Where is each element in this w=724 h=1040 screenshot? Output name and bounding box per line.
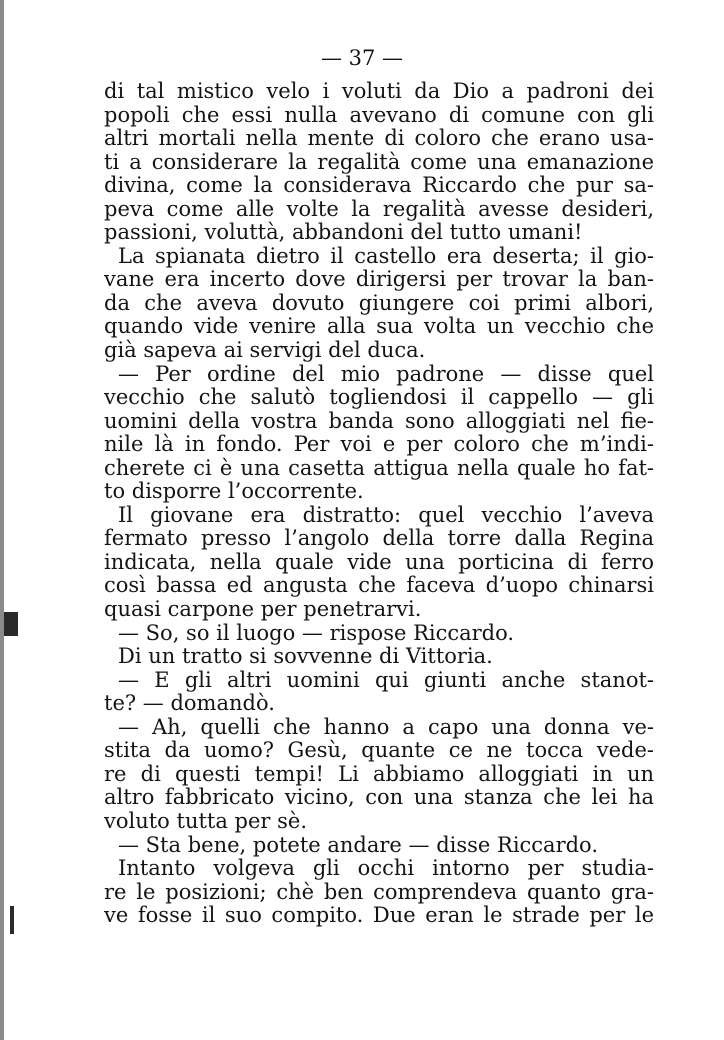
text-line: — Per ordine del mio padrone — disse quel (118, 361, 654, 386)
text-line: già sapeva ai servigi del duca. (104, 338, 426, 363)
text-line: stita da uomo? Gesù, quante ce ne tocca vede- (104, 738, 654, 763)
text-line: ve fosse il suo compito. Due eran le strade per le (104, 903, 654, 928)
text-line: quando vide venire alla sua volta un vecchio che (104, 314, 654, 339)
text-line: — Sta bene, potete andare — disse Riccardo. (118, 832, 599, 857)
text-line: te? — domandò. (104, 691, 275, 716)
text-line: indicata, nella quale vide una porticina di ferro (104, 549, 654, 574)
text-line: Intanto volgeva gli occhi intorno per studia- (118, 856, 654, 881)
text-line: vane era incerto dove dirigersi per trovar la ban- (104, 267, 654, 292)
text-line: quasi carpone per penetrarvi. (104, 597, 422, 622)
text-line: così bassa ed angusta che faceva d’uopo chinarsi (104, 573, 654, 598)
text-line: nile là in fondo. Per voi e per coloro che m’indi- (104, 432, 654, 457)
page-number: — 37 — (320, 46, 404, 70)
body-text (104, 80, 654, 928)
text-line: peva come alle volte la regalità avesse desideri, (104, 196, 654, 221)
text-line: da che aveva dovuto giungere coi primi albori, (104, 290, 654, 315)
text-line: divina, come la considerava Riccardo che pur sa- (104, 173, 654, 198)
text-line: altri mortali nella mente di coloro che erano usa- (104, 126, 654, 151)
binding-mark (10, 906, 14, 934)
text-line: popoli che essi nulla avevano di comune con gli (104, 102, 654, 127)
text-line: voluto tutta per sè. (104, 808, 308, 833)
text-line: passioni, voluttà, abbandoni del tutto umani! (104, 220, 583, 245)
text-line: altro fabbricato vicino, con una stanza che lei ha (104, 785, 654, 810)
text-line: Il giovane era distratto: quel vecchio l’aveva (118, 502, 654, 527)
text-line: — So, so il luogo — rispose Riccardo. (118, 620, 515, 645)
text-line: re le posizioni; chè ben comprendeva quanto gra- (104, 879, 654, 904)
text-line: fermato presso l’angolo della torre dalla Regina (104, 526, 654, 551)
text-line: Di un tratto si sovvenne di Vittoria. (118, 644, 493, 669)
text-line: uomini della vostra banda sono alloggiati nel fie- (104, 408, 654, 433)
text-line: — Ah, quelli che hanno a capo una donna ve- (118, 714, 654, 739)
text-line: cherete ci è una casetta attigua nella quale ho fat- (104, 455, 654, 480)
text-line: di tal mistico velo i voluti da Dio a padroni dei (104, 79, 654, 103)
text-line: re di questi tempi! Li abbiamo alloggiati in un (104, 761, 654, 786)
page-binding-edge (0, 0, 4, 1040)
binding-mark (4, 612, 18, 636)
text-line: ti a considerare la regalità come una emanazione (104, 149, 654, 174)
text-line: to disporre l’occorrente. (104, 479, 364, 504)
text-line: La spianata dietro il castello era deserta; il gio- (118, 243, 654, 268)
text-line: vecchio che salutò togliendosi il cappello — gli (104, 385, 654, 410)
text-line: — E gli altri uomini qui giunti anche stanot- (118, 667, 654, 692)
